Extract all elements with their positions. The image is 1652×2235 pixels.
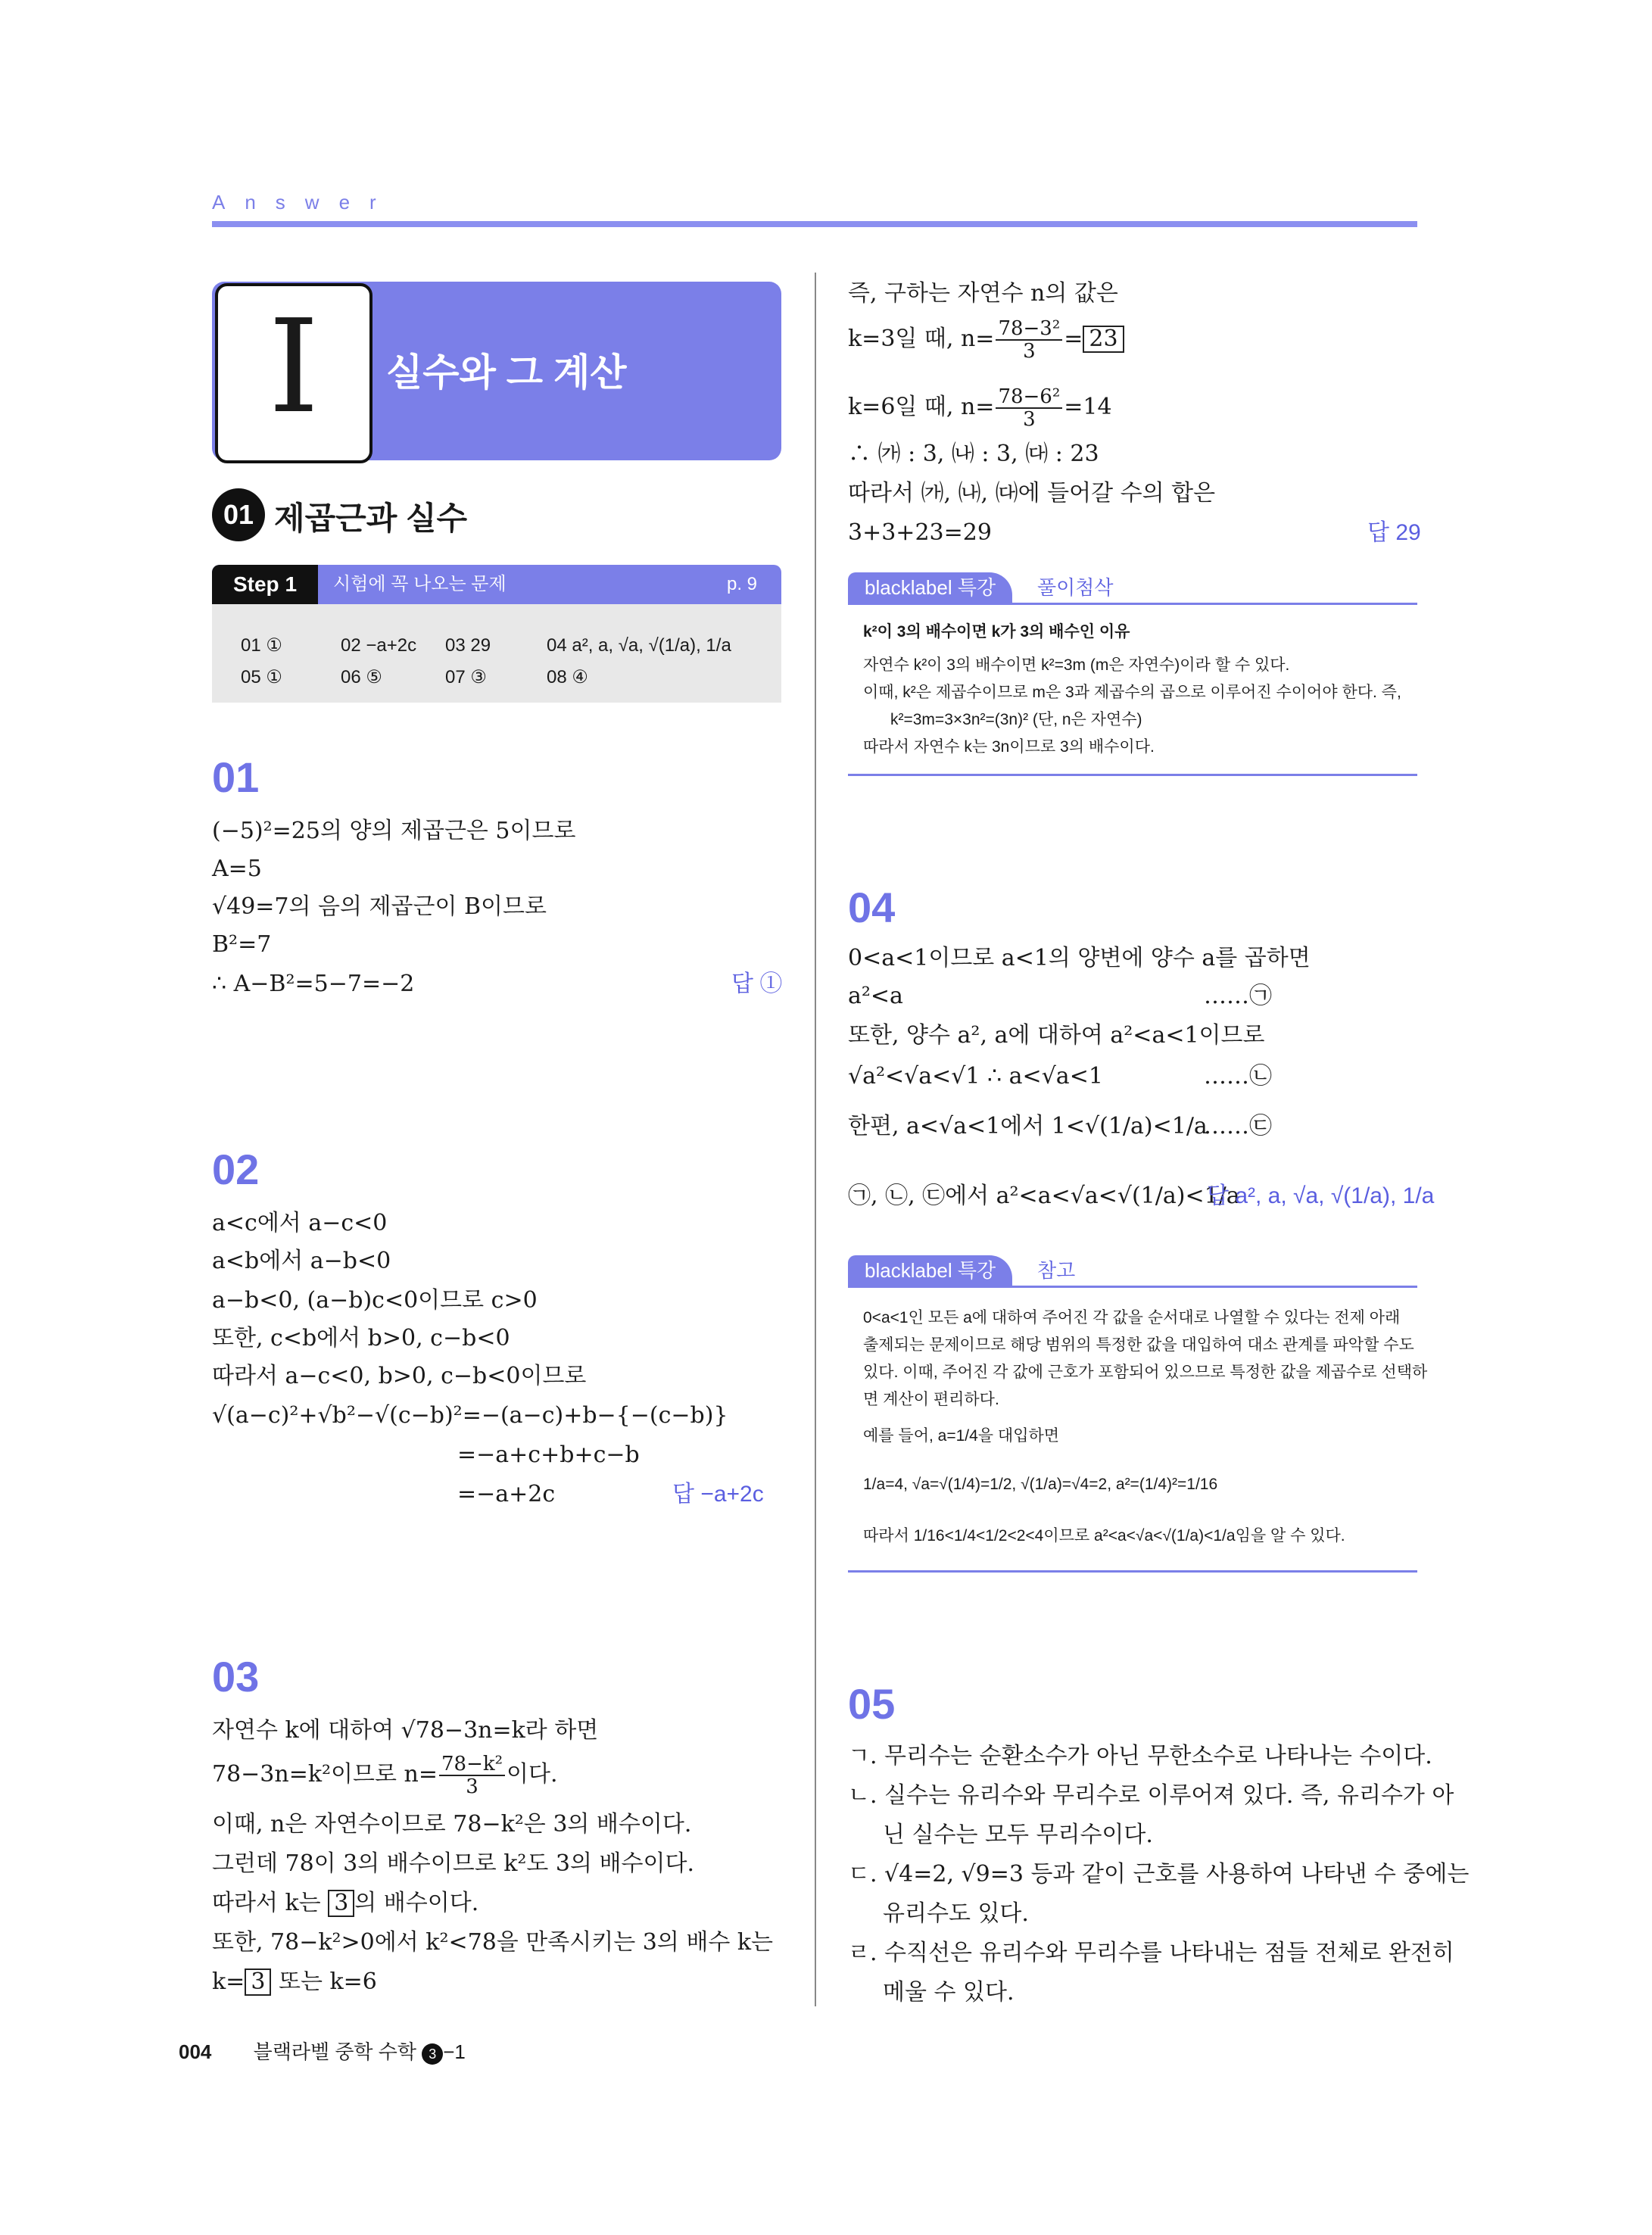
blacklabel-1-title: k²이 3의 배수이면 k가 3의 배수인 이유 — [863, 623, 1130, 641]
answer-05: 05 ① — [241, 667, 282, 687]
section-title: 제곱근과 실수 — [274, 500, 468, 536]
q03c-line-5: 따라서 ㈎, ㈏, ㈐에 들어갈 수의 합은 — [848, 480, 1216, 507]
blacklabel-tab-1: blacklabel 특강 — [848, 572, 1012, 603]
answer-03: 03 29 — [445, 635, 491, 656]
q03c-fraction-1-numerator: 78−3² — [996, 318, 1062, 341]
q03c-blank-box: 23 — [1083, 326, 1124, 353]
q02-line-4: 또한, c<b에서 b>0, c−b<0 — [212, 1325, 510, 1351]
answer-header-label: Answer — [212, 191, 396, 214]
q03-line-7-tail: 또는 k=6 — [278, 1968, 377, 1995]
volume-suffix: −1 — [443, 2040, 466, 2063]
q03c-line-2-eq: = — [1064, 326, 1083, 352]
q03-blank-box-1: 3 — [328, 1890, 354, 1917]
q02-line-1: a<c에서 a−c<0 — [212, 1210, 388, 1236]
q03-line-1: 자연수 k에 대하여 √78−3n=k라 하면 — [212, 1717, 599, 1744]
answer-08: 08 ④ — [547, 667, 588, 687]
step-page-ref: p. 9 — [727, 574, 758, 594]
q02-line-8: =−a+2c — [457, 1481, 556, 1507]
q03c-line-6: 3+3+23=29 — [848, 519, 992, 546]
blacklabel-1-line-3: k²=3m=3×3n²=(3n)² (단, n은 자연수) — [890, 711, 1142, 728]
blacklabel-2-line-6: 1/a=4, √a=√(1/4)=1/2, √(1/a)=√4=2, a²=(1/4)²=1/16 — [863, 1476, 1218, 1493]
page-footer — [179, 2037, 466, 2065]
q04-line-4: √a²<√a<√1 ∴ a<√a<1 — [848, 1063, 1103, 1089]
q04-line-5: 한편, a<√a<1에서 1<√(1/a)<1/a — [848, 1113, 1208, 1139]
blacklabel-sub-2: 참고 — [1037, 1259, 1076, 1282]
question-number-04: 04 — [848, 884, 896, 931]
book-title: 블랙라벨 중학 수학 — [253, 2040, 417, 2063]
answer-02: 02 −a+2c — [341, 635, 417, 656]
q01-line-1: (−5)²=25의 양의 제곱근은 5이므로 — [212, 818, 576, 844]
q03c-fraction-1 — [996, 318, 1062, 362]
blacklabel-rule-1-bottom — [848, 774, 1417, 776]
q03c-fraction-1-denominator: 3 — [1023, 340, 1036, 363]
q03-line-2-lead: 78−3n=k²이므로 n= — [212, 1761, 438, 1788]
chapter-title: 실수와 그 계산 — [386, 351, 627, 394]
q03c-line-3-tail: =14 — [1064, 394, 1112, 420]
blacklabel-2-line-1: 0<a<1인 모든 a에 대하여 주어진 각 값을 순서대로 나열할 수 있다는 전제 아래 — [863, 1309, 1401, 1326]
q04-line-2: a²<a — [848, 983, 903, 1009]
q05-line-2: ㄴ. 실수는 유리수와 무리수로 이루어져 있다. 즉, 유리수가 아 — [848, 1782, 1454, 1809]
q04-mark-1: ……㉠ — [1204, 983, 1272, 1009]
q04-line-1: 0<a<1이므로 a<1의 양변에 양수 a를 곱하면 — [848, 945, 1311, 971]
q01-line-3: √49=7의 음의 제곱근이 B이므로 — [212, 893, 547, 920]
blacklabel-1-line-1: 자연수 k²이 3의 배수이면 k²=3m (m은 자연수)이라 할 수 있다. — [863, 656, 1290, 674]
q03-line-5-lead: 따라서 k는 — [212, 1890, 321, 1916]
q03-blank-box-2: 3 — [245, 1968, 271, 1996]
q03c-fraction-2-denominator: 3 — [1023, 408, 1036, 431]
blacklabel-1-line-4: 따라서 자연수 k는 3n이므로 3의 배수이다. — [863, 738, 1155, 756]
q03c-line-2 — [848, 318, 1124, 362]
section-number: 01 — [212, 488, 265, 541]
blacklabel-2-line-3: 있다. 이때, 주어진 각 값에 근호가 포함되어 있으므로 특정한 값을 제곱수로 선택하 — [863, 1364, 1428, 1381]
q04-answer: 답 a², a, √a, √(1/a), 1/a — [1207, 1183, 1435, 1208]
q03-line-3: 이때, n은 자연수이므로 78−k²은 3의 배수이다. — [212, 1811, 692, 1838]
q01-line-5: ∴ A−B²=5−7=−2 — [212, 971, 415, 997]
q04-line-6: ㉠, ㉡, ㉢에서 a²<a<√a<√(1/a)<1/a — [848, 1183, 1240, 1209]
q03-fraction-numerator: 78−k² — [439, 1753, 505, 1776]
q03-answer: 답 29 — [1367, 520, 1421, 545]
q01-answer: 답 ① — [731, 971, 783, 996]
q02-answer: 답 −a+2c — [672, 1482, 764, 1507]
q03c-line-1: 즉, 구하는 자연수 n의 값은 — [848, 280, 1118, 307]
q01-line-2: A=5 — [212, 856, 262, 882]
page-number: 004 — [179, 2040, 212, 2063]
question-number-03: 03 — [212, 1653, 260, 1700]
q05-line-3: 닌 실수는 모두 무리수이다. — [883, 1822, 1153, 1848]
q02-line-5: 따라서 a−c<0, b>0, c−b<0이므로 — [212, 1363, 587, 1389]
blacklabel-2-line-7: 따라서 1/16<1/4<1/2<2<4이므로 a²<a<√a<√(1/a)<1/a임을 알 수 있다. — [863, 1527, 1345, 1545]
blacklabel-2-line-2: 출제되는 문제이므로 해당 범위의 특정한 값을 대입하여 대소 관계를 파악할 수도 — [863, 1336, 1414, 1354]
q03-fraction — [439, 1753, 505, 1797]
step-description: 시험에 꼭 나오는 문제 — [333, 574, 507, 594]
q03c-fraction-2 — [996, 386, 1062, 430]
question-number-05: 05 — [848, 1680, 896, 1728]
q05-line-7: 메울 수 있다. — [883, 1979, 1015, 2006]
blacklabel-1-line-2: 이때, k²은 제곱수이므로 m은 3과 제곱수의 곱으로 이루어진 수이어야 한다. 즉, — [863, 684, 1401, 701]
q03-line-7-lead: k= — [212, 1968, 245, 1995]
blacklabel-rule-2-bottom — [848, 1570, 1417, 1573]
q05-line-4: ㄷ. √4=2, √9=3 등과 같이 근호를 사용하여 나타낸 수 중에는 — [848, 1861, 1470, 1887]
q04-mark-2: ……㉡ — [1204, 1063, 1272, 1089]
q03-line-2-tail: 이다. — [507, 1761, 558, 1788]
volume-number: 3 — [422, 2043, 443, 2065]
q05-line-1: ㄱ. 무리수는 순환소수가 아닌 무한소수로 나타나는 수이다. — [848, 1743, 1432, 1769]
question-number-01: 01 — [212, 753, 260, 801]
q03-fraction-denominator: 3 — [466, 1775, 478, 1798]
q03c-line-2-lead: k=3일 때, n= — [848, 326, 995, 352]
q03-line-5-tail: 의 배수이다. — [354, 1890, 479, 1916]
q03-line-7 — [212, 1967, 377, 1997]
blacklabel-2-line-5: 예를 들어, a=1/4을 대입하면 — [863, 1427, 1060, 1445]
column-divider — [815, 273, 816, 2006]
q05-line-5: 유리수도 있다. — [883, 1900, 1029, 1927]
q02-line-2: a<b에서 a−b<0 — [212, 1248, 391, 1274]
q02-line-3: a−b<0, (a−b)c<0이므로 c>0 — [212, 1287, 538, 1314]
q04-mark-3: ……㉢ — [1204, 1113, 1272, 1139]
question-number-02: 02 — [212, 1146, 260, 1193]
answer-07: 07 ③ — [445, 667, 487, 687]
q03c-fraction-2-numerator: 78−6² — [996, 386, 1062, 409]
q01-line-4: B²=7 — [212, 931, 272, 958]
blacklabel-rule-2-top — [848, 1286, 1417, 1288]
answer-06: 06 ⑤ — [341, 667, 382, 687]
blacklabel-2-line-4: 면 계산이 편리하다. — [863, 1391, 999, 1408]
q03-line-4: 그런데 78이 3의 배수이므로 k²도 3의 배수이다. — [212, 1850, 694, 1877]
blacklabel-tab-2: blacklabel 특강 — [848, 1255, 1012, 1286]
q03-line-6: 또한, 78−k²>0에서 k²<78을 만족시키는 3의 배수 k는 — [212, 1929, 773, 1956]
q03-line-5 — [212, 1888, 478, 1919]
answer-04: 04 a², a, √a, √(1/a), 1/a — [547, 635, 731, 656]
chapter-roman-numeral: I — [268, 292, 319, 442]
blacklabel-rule-1-top — [848, 603, 1417, 605]
q03c-line-3 — [848, 386, 1112, 430]
step-tag: Step 1 — [212, 565, 318, 604]
q02-line-6: √(a−c)²+√b²−√(c−b)²=−(a−c)+b−{−(c−b)} — [212, 1402, 728, 1429]
blacklabel-sub-1: 풀이첨삭 — [1037, 576, 1114, 599]
header-rule — [212, 221, 1417, 227]
q03c-line-4: ∴ ㈎ : 3, ㈏ : 3, ㈐ : 23 — [848, 441, 1099, 467]
q03-line-2 — [212, 1753, 558, 1797]
q03c-line-3-lead: k=6일 때, n= — [848, 394, 995, 420]
q02-line-7: =−a+c+b+c−b — [457, 1442, 640, 1468]
q05-line-6: ㄹ. 수직선은 유리수와 무리수를 나타내는 점들 전체로 완전히 — [848, 1940, 1454, 1966]
q04-line-3: 또한, 양수 a², a에 대하여 a²<a<1이므로 — [848, 1022, 1265, 1049]
answer-01: 01 ① — [241, 635, 282, 656]
